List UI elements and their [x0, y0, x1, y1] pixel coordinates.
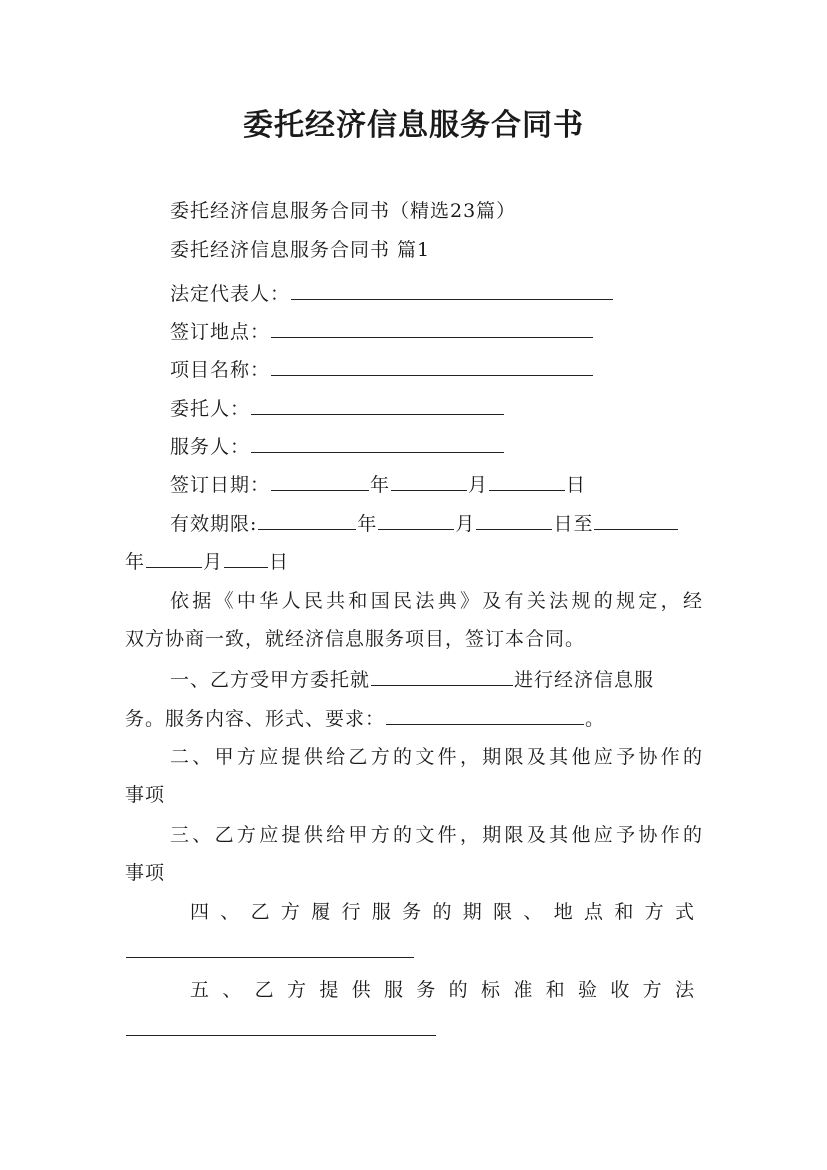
provider-blank [251, 434, 504, 453]
sign-place-row [170, 319, 594, 344]
sign-day-text: 日 [566, 474, 587, 496]
client-label: 委托人： [170, 398, 251, 420]
project-name-row [170, 357, 594, 382]
provider-row [170, 434, 505, 459]
sign-month-text: 月 [468, 474, 489, 496]
sign-date-row [170, 472, 586, 497]
clause-1-subject-blank [371, 667, 513, 686]
legal-rep-label: 法定代表人： [170, 283, 291, 305]
client-row [170, 396, 505, 421]
validity-end-year-blank [594, 511, 678, 530]
clause-4-line-2 [125, 939, 415, 964]
project-name-label: 项目名称： [170, 359, 271, 381]
clause-3-line-1: 三、乙方应提供给甲方的文件，期限及其他应予协作的 [170, 824, 703, 846]
validity-row-cont [125, 549, 289, 574]
clause-1-line-1 [170, 667, 654, 692]
validity-start-year-blank [258, 511, 356, 530]
validity-end-year-text: 年 [125, 551, 146, 573]
clause-3-line-2: 事项 [125, 862, 166, 884]
validity-start-month-text: 月 [455, 513, 476, 535]
sign-year-blank [271, 472, 369, 491]
validity-start-month-blank [378, 511, 454, 530]
legal-rep-row [170, 281, 614, 306]
clause-1-line-2 [125, 706, 605, 731]
document-title: 委托经济信息服务合同书 [243, 108, 584, 143]
clause-1-part-1: 一、乙方受甲方委托就 [170, 669, 371, 691]
clause-2-line-1: 二、甲方应提供给乙方的文件，期限及其他应予协作的 [170, 746, 703, 768]
sign-month-blank [391, 472, 467, 491]
clause-4-blank [126, 939, 414, 958]
client-blank [251, 396, 504, 415]
validity-end-day-text: 日 [269, 551, 290, 573]
clause-2-line-2: 事项 [125, 784, 166, 806]
validity-end-month-blank [146, 549, 202, 568]
validity-end-day-blank [224, 549, 268, 568]
sign-place-blank [271, 319, 593, 338]
validity-start-day-blank [476, 511, 552, 530]
intro-line-2: 双方协商一致，就经济信息服务项目，签订本合同。 [125, 628, 586, 650]
sign-day-blank [489, 472, 565, 491]
sign-date-label: 签订日期： [170, 474, 271, 496]
clause-5-blank [126, 1017, 436, 1036]
validity-start-year-text: 年 [357, 513, 378, 535]
validity-day-to-text: 日至 [553, 513, 594, 535]
clause-5-line-2 [125, 1017, 437, 1042]
sign-year-text: 年 [370, 474, 391, 496]
clause-5-line-1: 五、乙方提供服务的标准和验收方法 [190, 979, 702, 1001]
legal-rep-blank [291, 281, 613, 300]
intro-line-1: 依据《中华人民共和国民法典》及有关法规的规定，经 [170, 590, 703, 612]
subtitle: 委托经济信息服务合同书（精选23篇） [170, 200, 517, 222]
clause-4-line-1: 四、乙方履行服务的期限、地点和方式 [190, 901, 702, 923]
validity-row [170, 511, 679, 536]
clause-1-part-2: 进行经济信息服 [514, 669, 655, 691]
provider-label: 服务人： [170, 436, 251, 458]
clause-1-requirements-blank [386, 706, 584, 725]
validity-end-month-text: 月 [203, 551, 224, 573]
clause-1-line-2-text: 务。服务内容、形式、要求： [125, 708, 386, 730]
section-heading: 委托经济信息服务合同书 篇1 [170, 239, 431, 261]
project-name-blank [271, 357, 593, 376]
validity-label: 有效期限: [170, 513, 258, 535]
clause-1-line-2-end: 。 [585, 708, 606, 730]
sign-place-label: 签订地点： [170, 321, 271, 343]
